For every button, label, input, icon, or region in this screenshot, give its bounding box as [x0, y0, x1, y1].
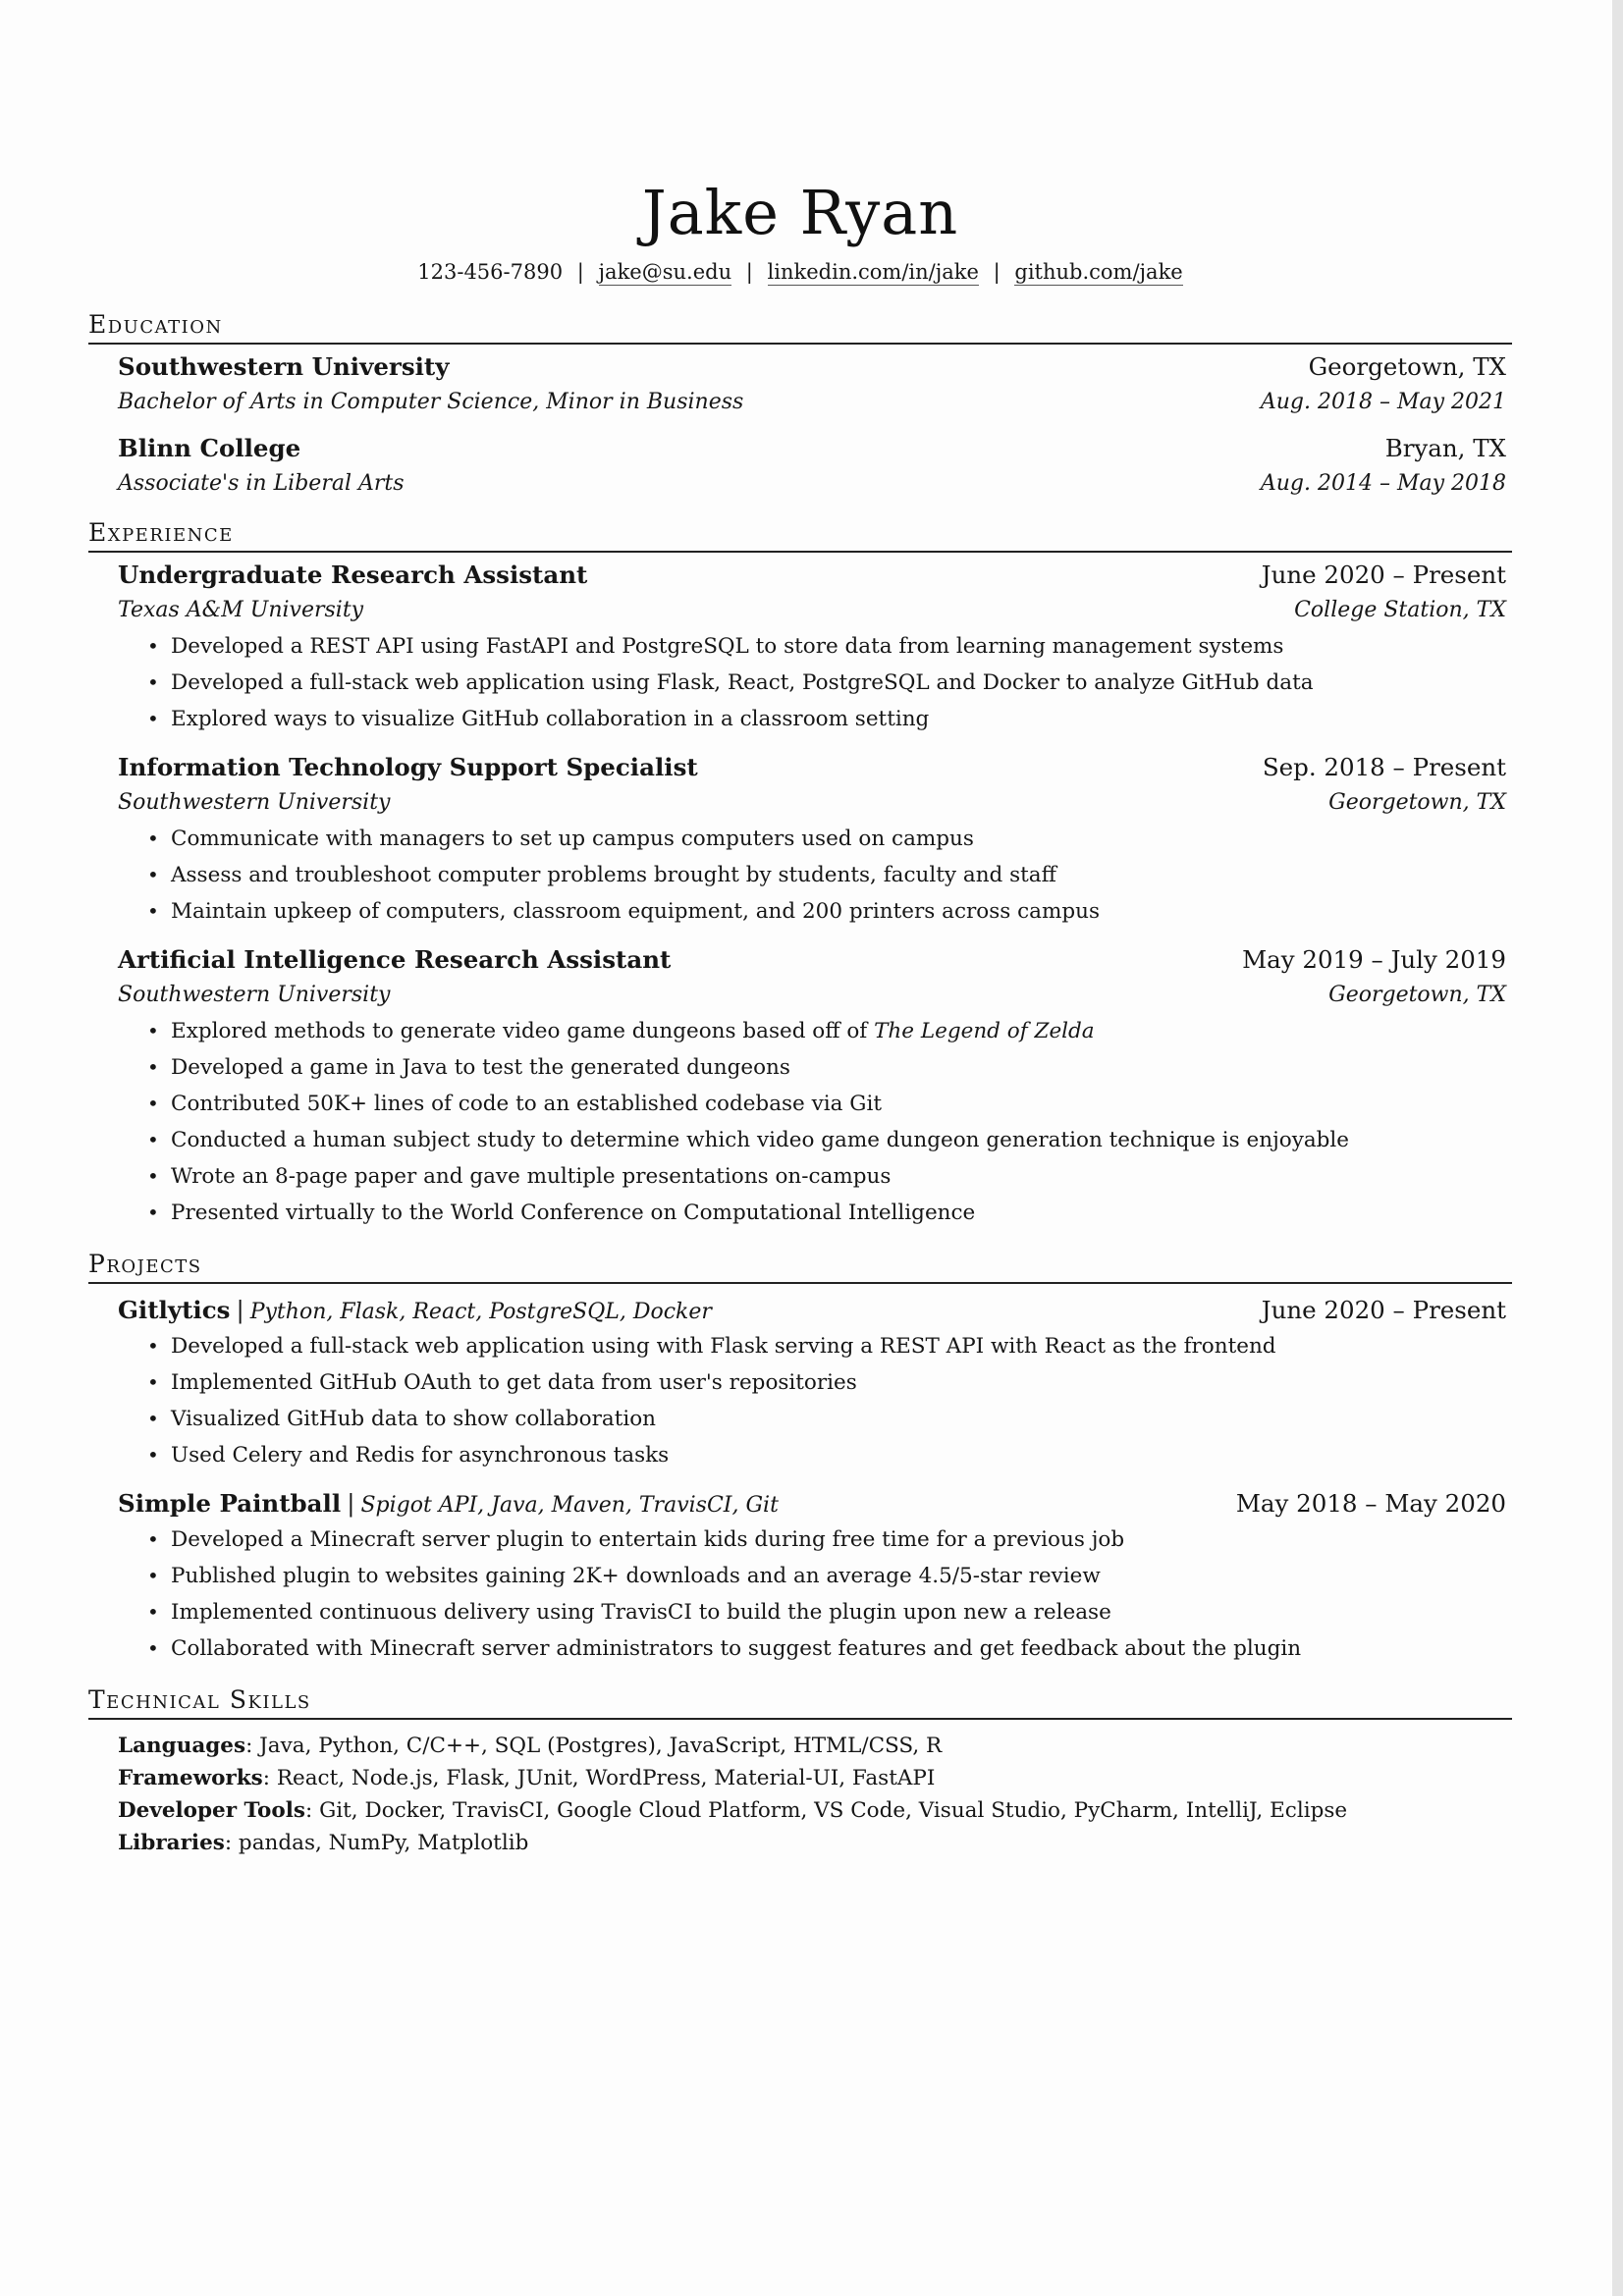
job-location: Georgetown, TX	[1328, 983, 1506, 1007]
list-item	[147, 1013, 1512, 1049]
list-item: • Communicate with managers to set up campus computers used on campus	[147, 821, 1512, 857]
skill-label: Frameworks	[118, 1766, 263, 1790]
skills-section	[88, 1679, 1512, 1859]
list-item: • Collaborated with Minecraft server administrators to suggest features and get feedback about the plugin	[147, 1630, 1512, 1667]
experience-row	[88, 941, 1512, 978]
experience-section	[88, 511, 1512, 1231]
list-item: • Wrote an 8-page paper and gave multiple presentations on-campus	[147, 1158, 1512, 1195]
education-entry	[88, 430, 1512, 502]
list-item: • Developed a full-stack web application using with Flask serving a REST API with React as the frontend	[147, 1328, 1512, 1364]
list-item: • Contributed 50K+ lines of code to an established codebase via Git	[147, 1086, 1512, 1122]
list-item: • Visualized GitHub data to show collaboration	[147, 1401, 1512, 1437]
job-title: Undergraduate Research Assistant	[118, 561, 588, 589]
list-item: • Developed a Minecraft server plugin to entertain kids during free time for a previous job	[147, 1522, 1512, 1558]
project-entry	[88, 1485, 1512, 1667]
list-item: • Published plugin to websites gaining 2K+ downloads and an average 4.5/5-star review	[147, 1558, 1512, 1594]
bullet-text: Explored methods to generate video game dungeons based off of	[171, 1019, 875, 1043]
experience-org-row	[88, 593, 1512, 628]
education-dates: Aug. 2014 – May 2018	[1260, 471, 1506, 496]
list-item: • Conducted a human subject study to determine which video game dungeon generation technique is enjoyable	[147, 1122, 1512, 1158]
experience-entry	[88, 557, 1512, 737]
skill-line	[118, 1762, 1512, 1794]
project-row	[88, 1292, 1512, 1328]
degree: Bachelor of Arts in Computer Science, Minor in Business	[118, 390, 744, 414]
school-location: Georgetown, TX	[1308, 352, 1506, 381]
job-location: Georgetown, TX	[1328, 790, 1506, 815]
job-dates: Sep. 2018 – Present	[1262, 753, 1506, 781]
skill-label: Libraries	[118, 1831, 225, 1855]
job-title: Information Technology Support Specialist	[118, 753, 698, 781]
skill-value: : pandas, NumPy, Matplotlib	[224, 1831, 529, 1855]
separator: |	[993, 260, 1001, 284]
separator: |	[347, 1489, 355, 1518]
experience-org-row	[88, 785, 1512, 821]
bullet-list	[88, 1013, 1512, 1231]
bullet-list	[88, 1522, 1512, 1667]
project-heading	[118, 1292, 712, 1330]
job-dates: May 2019 – July 2019	[1242, 945, 1506, 974]
list-item: • Explored ways to visualize GitHub collaboration in a classroom setting	[147, 701, 1512, 737]
job-title: Artificial Intelligence Research Assistant	[118, 945, 672, 974]
bullet-list	[88, 821, 1512, 930]
experience-row	[88, 749, 1512, 785]
game-title: The Legend of Zelda	[874, 1019, 1095, 1043]
bullet-list	[88, 628, 1512, 737]
github-link[interactable]: github.com/jake	[1014, 260, 1183, 284]
experience-entry	[88, 941, 1512, 1231]
list-item: • Developed a game in Java to test the generated dungeons	[147, 1049, 1512, 1086]
list-item: • Implemented GitHub OAuth to get data from user's repositories	[147, 1364, 1512, 1401]
project-entry	[88, 1292, 1512, 1473]
contact-line	[88, 252, 1512, 292]
list-item: • Developed a full-stack web application using Flask, React, PostgreSQL and Docker to analyze GitHub data	[147, 665, 1512, 701]
degree: Associate's in Liberal Arts	[118, 471, 405, 496]
bullet-list	[88, 1328, 1512, 1473]
project-tech: Spigot API, Java, Maven, TravisCI, Git	[360, 1493, 779, 1518]
job-location: College Station, TX	[1294, 598, 1506, 622]
skills-heading: Technical Skills	[88, 1679, 1512, 1720]
education-row	[88, 348, 1512, 385]
school-name: Blinn College	[118, 434, 301, 462]
project-dates: May 2018 – May 2020	[1235, 1489, 1506, 1518]
resume-content	[88, 172, 1512, 1859]
skill-value: : Git, Docker, TravisCI, Google Cloud Platform, VS Code, Visual Studio, PyCharm, IntelliJ, Eclipse	[305, 1798, 1348, 1823]
experience-row	[88, 557, 1512, 593]
skill-value: : React, Node.js, Flask, JUnit, WordPress, Material-UI, FastAPI	[262, 1766, 936, 1790]
projects-heading: Projects	[88, 1243, 1512, 1284]
education-section	[88, 303, 1512, 502]
skill-line	[118, 1730, 1512, 1762]
project-dates: June 2020 – Present	[1261, 1296, 1506, 1324]
skill-line	[118, 1794, 1512, 1827]
experience-org-row	[88, 978, 1512, 1013]
skill-label: Developer Tools	[118, 1798, 306, 1823]
experience-heading: Experience	[88, 511, 1512, 553]
linkedin-link[interactable]: linkedin.com/in/jake	[767, 260, 979, 284]
school-location: Bryan, TX	[1384, 434, 1506, 462]
separator: |	[576, 260, 584, 284]
separator: |	[236, 1296, 244, 1324]
phone-number: 123-456-7890	[417, 260, 564, 284]
skill-value: : Java, Python, C/C++, SQL (Postgres), JavaScript, HTML/CSS, R	[245, 1734, 943, 1758]
project-name: Gitlytics	[118, 1296, 231, 1324]
list-item: • Presented virtually to the World Conference on Computational Intelligence	[147, 1195, 1512, 1231]
education-detail-row	[88, 385, 1512, 420]
education-dates: Aug. 2018 – May 2021	[1260, 390, 1506, 414]
candidate-name: Jake Ryan	[641, 177, 959, 248]
skill-line	[118, 1827, 1512, 1859]
education-row	[88, 430, 1512, 466]
organization: Texas A&M University	[118, 598, 364, 622]
separator: |	[745, 260, 753, 284]
experience-entry	[88, 749, 1512, 930]
education-entry	[88, 348, 1512, 420]
list-item: • Developed a REST API using FastAPI and PostgreSQL to store data from learning management systems	[147, 628, 1512, 665]
page-edge	[1612, 0, 1623, 2296]
project-row	[88, 1485, 1512, 1522]
email-link[interactable]: jake@su.edu	[598, 260, 732, 284]
list-item: • Assess and troubleshoot computer problems brought by students, faculty and staff	[147, 857, 1512, 893]
list-item: • Used Celery and Redis for asynchronous tasks	[147, 1437, 1512, 1473]
projects-section	[88, 1243, 1512, 1667]
school-name: Southwestern University	[118, 352, 450, 381]
project-heading	[118, 1485, 779, 1523]
education-detail-row	[88, 466, 1512, 502]
project-name: Simple Paintball	[118, 1489, 342, 1518]
list-item: • Maintain upkeep of computers, classroom equipment, and 200 printers across campus	[147, 893, 1512, 930]
list-item: • Implemented continuous delivery using TravisCI to build the plugin upon new a release	[147, 1594, 1512, 1630]
skill-label: Languages	[118, 1734, 246, 1758]
organization: Southwestern University	[118, 983, 391, 1007]
skills-list	[88, 1724, 1512, 1859]
project-tech: Python, Flask, React, PostgreSQL, Docker	[249, 1300, 712, 1324]
job-dates: June 2020 – Present	[1261, 561, 1506, 589]
education-heading: Education	[88, 303, 1512, 345]
organization: Southwestern University	[118, 790, 391, 815]
